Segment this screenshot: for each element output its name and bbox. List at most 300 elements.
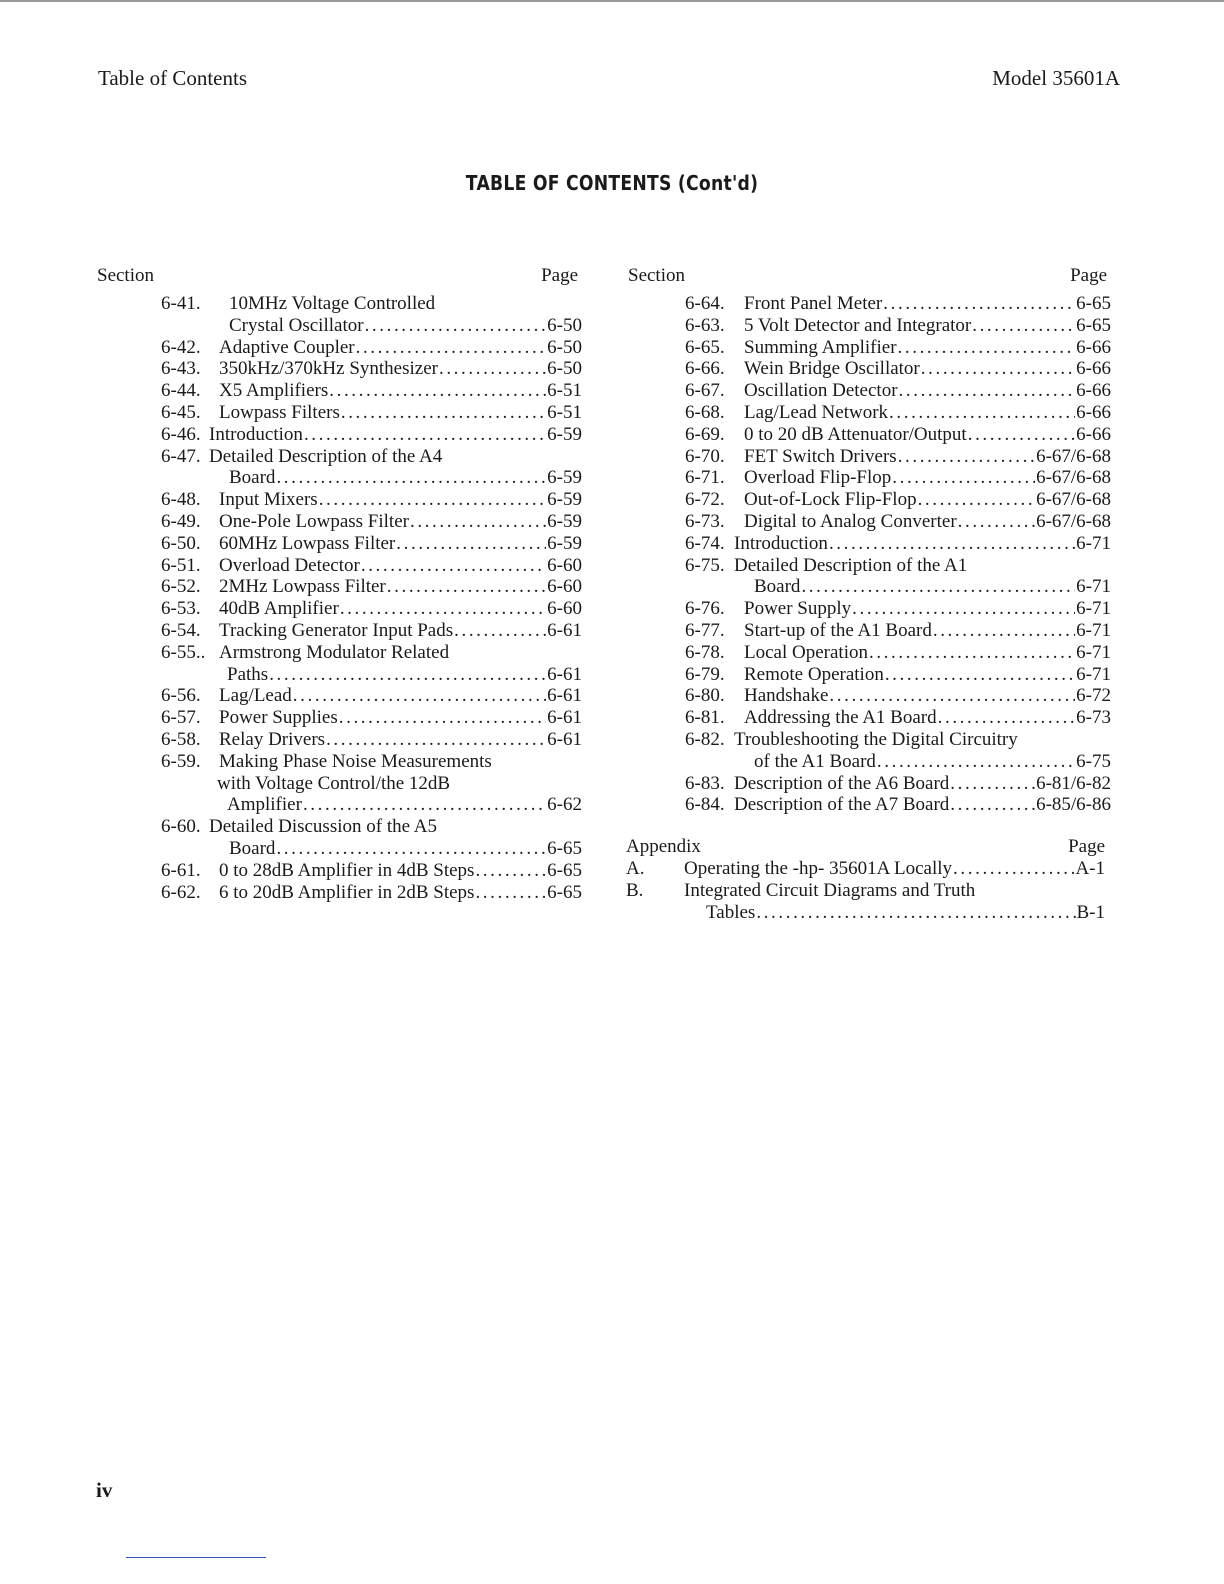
toc-entry	[97, 402, 582, 424]
toc-entry-line	[628, 511, 1111, 533]
toc-entry	[97, 642, 582, 686]
entry-number: 6-68.	[685, 401, 725, 423]
entry-page: 6-85/6-86	[1036, 794, 1111, 816]
underline-mark	[126, 1557, 266, 1558]
section-label: Section	[97, 265, 154, 286]
toc-entry-line-cont	[97, 816, 582, 838]
entry-number: 6-79.	[685, 663, 725, 685]
dot-leader	[898, 337, 1076, 359]
entry-number: 6-44.	[161, 380, 201, 402]
dot-leader	[303, 794, 546, 816]
dot-leader	[972, 315, 1075, 337]
toc-entry	[97, 816, 582, 860]
entry-number: 6-75.	[685, 554, 725, 576]
page-label: Page	[541, 265, 578, 286]
entry-number: 6-71.	[685, 467, 725, 489]
toc-entry-line	[97, 315, 582, 337]
toc-entry	[97, 489, 582, 511]
entry-title: Lag/Lead	[219, 685, 292, 707]
entry-title: Description of the A7 Board	[734, 794, 950, 816]
entry-title: 6 to 20dB Amplifier in 2dB Steps	[219, 881, 475, 903]
entry-page: 6-65	[547, 881, 582, 903]
dot-leader	[968, 424, 1075, 446]
toc-entry-line	[628, 707, 1111, 729]
dot-leader	[756, 902, 1075, 924]
entry-page: 6-67/6-68	[1036, 445, 1111, 467]
toc-entry-line	[97, 838, 582, 860]
dot-leader	[361, 555, 546, 577]
entry-page: 6-65	[547, 837, 582, 859]
toc-entry	[97, 860, 582, 882]
dot-leader	[829, 685, 1075, 707]
entry-page: 6-71	[1076, 576, 1111, 598]
toc-entry	[97, 337, 582, 359]
dot-leader	[454, 620, 546, 642]
toc-entry	[628, 729, 1111, 773]
toc-entry-line	[97, 358, 582, 380]
appendix-title: Operating the -hp- 35601A Locally	[684, 858, 953, 880]
dot-leader	[899, 380, 1076, 402]
entry-number: 6-50.	[161, 532, 201, 554]
toc-entry	[628, 402, 1111, 424]
entry-title: Making Phase Noise Measurements	[219, 750, 492, 772]
dot-leader	[921, 358, 1075, 380]
entry-number: 6-54.	[161, 619, 201, 641]
entry-page: 6-73	[1076, 707, 1111, 729]
appendix-letter: A.	[626, 858, 645, 880]
entry-page: 6-51	[547, 380, 582, 402]
entry-page: 6-60	[547, 598, 582, 620]
entry-title: Summing Amplifier	[744, 336, 897, 358]
entry-page: 6-50	[547, 336, 582, 358]
dot-leader	[869, 642, 1075, 664]
toc-entry-line	[628, 467, 1111, 489]
toc-entry-line	[97, 620, 582, 642]
toc-entry-line	[628, 794, 1111, 816]
dot-leader	[396, 533, 546, 555]
toc-entry	[628, 707, 1111, 729]
entry-page: 6-51	[547, 401, 582, 423]
entry-number: 6-74.	[685, 532, 725, 554]
toc-entry	[628, 467, 1111, 489]
entry-page: 6-65	[547, 859, 582, 881]
toc-entry	[628, 358, 1111, 380]
entry-number: 6-67.	[685, 380, 725, 402]
entry-title: Lag/Lead Network	[744, 401, 889, 423]
toc-entry-line	[97, 729, 582, 751]
dot-leader	[326, 729, 546, 751]
toc-entry	[628, 555, 1111, 599]
toc-entry-line	[628, 576, 1111, 598]
entry-page: 6-66	[1076, 358, 1111, 380]
entry-page: 6-71	[1076, 663, 1111, 685]
toc-right-column	[628, 265, 1111, 924]
dot-leader	[365, 315, 547, 337]
appendix-letter: B.	[626, 880, 644, 902]
toc-entry	[97, 380, 582, 402]
entry-page: 6-59	[547, 510, 582, 532]
entry-page: 6-65	[1076, 314, 1111, 336]
entry-number: 6-61.	[161, 859, 201, 881]
toc-entry	[628, 773, 1111, 795]
toc-entry	[97, 555, 582, 577]
entry-page: 6-65	[1076, 293, 1111, 314]
toc-entry-line	[628, 751, 1111, 773]
appendix-entries	[628, 858, 1111, 924]
toc-entry-line	[97, 511, 582, 533]
entry-title: Lowpass Filters	[219, 401, 340, 423]
toc-entry	[97, 751, 582, 816]
entry-number: 6-52.	[161, 576, 201, 598]
dot-leader	[304, 424, 546, 446]
entry-number: 6-53.	[161, 598, 201, 620]
toc-entry-line-cont	[97, 751, 582, 773]
toc-entry	[628, 794, 1111, 816]
entry-page: 6-62	[547, 794, 582, 816]
entry-page: 6-50	[547, 314, 582, 336]
entry-title: Addressing the A1 Board	[744, 707, 937, 729]
entry-title: Power Supply	[744, 598, 852, 620]
toc-entry	[628, 293, 1111, 315]
dot-leader	[356, 337, 547, 359]
entry-number: 6-81.	[685, 707, 725, 729]
dot-leader	[958, 511, 1035, 533]
dot-leader	[276, 838, 546, 860]
toc-entry	[97, 446, 582, 490]
toc-entry-line-cont	[97, 446, 582, 468]
entry-page: 6-59	[547, 489, 582, 511]
entry-number: 6-41.	[161, 293, 201, 314]
entry-number: 6-64.	[685, 293, 725, 314]
appendix-header	[628, 836, 1111, 858]
appendix-page-label: Page	[1068, 836, 1105, 858]
page-number: iv	[96, 1478, 113, 1502]
entry-title: Local Operation	[744, 641, 868, 663]
entry-page: 6-61	[547, 707, 582, 729]
toc-entry-line	[628, 446, 1111, 468]
entry-title: Tracking Generator Input Pads	[219, 619, 454, 641]
entry-title: One-Pole Lowpass Filter	[219, 510, 409, 532]
toc-entry-line	[628, 380, 1111, 402]
toc-entry-line-cont	[628, 729, 1111, 751]
dot-leader	[918, 489, 1035, 511]
toc-entry-line	[628, 685, 1111, 707]
toc-entry-line	[97, 555, 582, 577]
entry-page: 6-67/6-68	[1036, 489, 1111, 511]
appendix-title: Tables	[706, 902, 756, 924]
entry-page: 6-61	[547, 728, 582, 750]
dot-leader	[950, 794, 1035, 816]
entry-title: Power Supplies	[219, 707, 338, 729]
entry-page: 6-66	[1076, 336, 1111, 358]
entry-number: 6-49.	[161, 510, 201, 532]
toc-entry-line	[628, 337, 1111, 359]
dot-leader	[340, 598, 546, 620]
entry-page: 6-59	[547, 423, 582, 445]
entry-page: 6-59	[547, 467, 582, 489]
entry-title: Front Panel Meter	[744, 293, 883, 314]
entry-title: Out-of-Lock Flip-Flop	[744, 489, 917, 511]
entry-number: 6-63.	[685, 314, 725, 336]
toc-entry	[97, 533, 582, 555]
entry-title: Board	[229, 467, 276, 489]
entry-title: Troubleshooting the Digital Circuitry	[734, 728, 1018, 750]
entry-number: 6-77.	[685, 619, 725, 641]
entry-page: 6-72	[1076, 685, 1111, 707]
toc-entry	[628, 598, 1111, 620]
entry-number: 6-78.	[685, 641, 725, 663]
dot-leader	[938, 707, 1076, 729]
toc-entry-line	[628, 598, 1111, 620]
appendix-entry-line	[628, 858, 1111, 880]
entry-title: 350kHz/370kHz Synthesizer	[219, 358, 438, 380]
toc-entry-line	[97, 664, 582, 686]
entry-title: Board	[229, 837, 276, 859]
entry-title: Handshake	[744, 685, 829, 707]
dot-leader	[953, 858, 1074, 880]
dot-leader	[892, 467, 1035, 489]
entry-number: 6-58.	[161, 728, 201, 750]
top-rule	[0, 0, 1224, 2]
toc-entry-line-cont	[97, 293, 582, 315]
entry-number: 6-42.	[161, 336, 201, 358]
toc-entry	[628, 424, 1111, 446]
entry-number: 6-46.	[161, 423, 201, 445]
toc-entry	[97, 729, 582, 751]
page-label: Page	[1070, 265, 1107, 286]
dot-leader	[933, 620, 1075, 642]
entry-page: 6-66	[1076, 401, 1111, 423]
entry-number: 6-45.	[161, 401, 201, 423]
entry-title: 2MHz Lowpass Filter	[219, 576, 386, 598]
toc-entry	[628, 620, 1111, 642]
entry-title: 0 to 28dB Amplifier in 4dB Steps	[219, 859, 475, 881]
toc-entry	[628, 511, 1111, 533]
toc-right-entries	[628, 293, 1111, 816]
toc-entry-line	[97, 707, 582, 729]
dot-leader	[475, 860, 546, 882]
toc-entry	[628, 380, 1111, 402]
toc-entry-line	[97, 685, 582, 707]
entry-page: 6-66	[1076, 380, 1111, 402]
entry-title: Amplifier	[227, 794, 302, 816]
dot-leader	[898, 446, 1035, 468]
appendix-entry-line	[628, 902, 1111, 924]
entry-number: 6-70.	[685, 445, 725, 467]
toc-entry	[628, 664, 1111, 686]
toc-entry-line	[628, 358, 1111, 380]
toc-entry-line-cont	[628, 555, 1111, 577]
toc-entry	[97, 598, 582, 620]
dot-leader	[889, 402, 1075, 424]
toc-left-entries	[97, 293, 582, 903]
toc-left-header	[97, 265, 582, 293]
toc-entry	[97, 685, 582, 707]
entry-title: Armstrong Modulator Related	[219, 641, 450, 663]
entry-title: Remote Operation	[744, 663, 884, 685]
entry-title: Oscillation Detector	[744, 380, 898, 402]
toc-entry	[628, 685, 1111, 707]
dot-leader	[801, 576, 1075, 598]
page-title: TABLE OF CONTENTS (Cont'd)	[465, 171, 759, 195]
entry-title: Description of the A6 Board	[734, 772, 950, 794]
entry-page: 6-67/6-68	[1036, 510, 1111, 532]
entry-title: Adaptive Coupler	[219, 336, 355, 358]
entry-page: 6-71	[1076, 598, 1111, 620]
entry-page: 6-66	[1076, 423, 1111, 445]
entry-number: 6-47.	[161, 445, 201, 467]
toc-entry-line	[628, 293, 1111, 315]
running-header-left: Table of Contents	[98, 66, 247, 90]
entry-number: 6-83.	[685, 772, 725, 794]
appendix-label: Appendix	[626, 836, 701, 858]
toc-entry	[628, 642, 1111, 664]
entry-title: Detailed Description of the A4	[209, 445, 443, 467]
entry-title: 40dB Amplifier	[219, 598, 339, 620]
entry-title: of the A1 Board	[754, 750, 876, 772]
entry-title: Overload Flip-Flop	[744, 467, 892, 489]
entry-page: 6-61	[547, 685, 582, 707]
dot-leader	[269, 664, 546, 686]
entry-title: Detailed Description of the A1	[734, 554, 968, 576]
entry-number: 6-76.	[685, 598, 725, 620]
dot-leader	[475, 882, 546, 904]
toc-entry	[97, 620, 582, 642]
toc-entry-line	[97, 598, 582, 620]
toc-entry	[628, 489, 1111, 511]
toc-entry-line	[97, 424, 582, 446]
entry-title: Digital to Analog Converter	[744, 510, 957, 532]
appendix-entry-line	[628, 880, 1111, 902]
entry-page: 6-71	[1076, 619, 1111, 641]
dot-leader	[885, 664, 1075, 686]
entry-title: Board	[754, 576, 801, 598]
toc-entry-line	[97, 860, 582, 882]
toc-entry	[97, 511, 582, 533]
toc-entry-line	[97, 882, 582, 904]
toc-left-column	[97, 265, 582, 903]
entry-title: 60MHz Lowpass Filter	[219, 532, 396, 554]
entry-title: Paths	[227, 663, 269, 685]
toc-entry-line	[628, 533, 1111, 555]
entry-title: 5 Volt Detector and Integrator	[744, 314, 972, 336]
entry-number: 6-65.	[685, 336, 725, 358]
toc-entry	[628, 337, 1111, 359]
entry-number: 6-57.	[161, 707, 201, 729]
entry-page: 6-75	[1076, 750, 1111, 772]
entry-number: 6-51.	[161, 554, 201, 576]
toc-entry	[97, 293, 582, 337]
entry-number: 6-56.	[161, 685, 201, 707]
dot-leader	[950, 773, 1035, 795]
entry-title: 10MHz Voltage Controlled	[229, 293, 436, 314]
entry-page: 6-71	[1076, 641, 1111, 663]
toc-entry	[628, 446, 1111, 468]
toc-entry-line-cont	[97, 642, 582, 664]
toc-entry-line	[97, 337, 582, 359]
toc-entry-line	[628, 664, 1111, 686]
entry-title: X5 Amplifiers	[219, 380, 329, 402]
entry-title: Wein Bridge Oscillator	[744, 358, 920, 380]
toc-entry	[97, 576, 582, 598]
entry-title: Crystal Oscillator	[229, 314, 364, 336]
toc-entry-line	[628, 642, 1111, 664]
toc-entry-line	[628, 315, 1111, 337]
toc-entry	[97, 424, 582, 446]
entry-page: 6-81/6-82	[1036, 772, 1111, 794]
entry-page: 6-71	[1076, 532, 1111, 554]
toc-entry-line	[628, 402, 1111, 424]
entry-title: Introduction	[734, 532, 828, 554]
entry-number: 6-48.	[161, 489, 201, 511]
entry-page: 6-67/6-68	[1036, 467, 1111, 489]
dot-leader	[852, 598, 1075, 620]
entry-title: Introduction	[209, 423, 303, 445]
toc-right-header	[628, 265, 1111, 293]
dot-leader	[329, 380, 546, 402]
entry-number: 6-69.	[685, 423, 725, 445]
dot-leader	[877, 751, 1075, 773]
entry-page: 6-61	[547, 663, 582, 685]
dot-leader	[319, 489, 546, 511]
dot-leader	[410, 511, 546, 533]
toc-entry-line	[97, 380, 582, 402]
appendix-page: B-1	[1076, 902, 1105, 924]
entry-page: 6-60	[547, 554, 582, 576]
entry-title: FET Switch Drivers	[744, 445, 897, 467]
entry-title: 0 to 20 dB Attenuator/Output	[744, 423, 967, 445]
entry-title: with Voltage Control/the 12dB	[217, 772, 451, 794]
toc-entry-line	[97, 576, 582, 598]
toc-entry	[97, 707, 582, 729]
entry-number: 6-72.	[685, 489, 725, 511]
dot-leader	[276, 467, 546, 489]
dot-leader	[339, 707, 546, 729]
entry-page: 6-59	[547, 532, 582, 554]
dot-leader	[439, 358, 546, 380]
entry-number: 6-73.	[685, 510, 725, 532]
toc-entry-line	[628, 773, 1111, 795]
dot-leader	[883, 293, 1075, 315]
entry-title: Start-up of the A1 Board	[744, 619, 932, 641]
toc-entry	[97, 882, 582, 904]
toc-entry-line	[97, 794, 582, 816]
entry-number: 6-66.	[685, 358, 725, 380]
toc-entry	[628, 533, 1111, 555]
entry-number: 6-80.	[685, 685, 725, 707]
running-header-right: Model 35601A	[992, 66, 1120, 90]
entry-title: Input Mixers	[219, 489, 318, 511]
entry-page: 6-50	[547, 358, 582, 380]
appendix-title: Integrated Circuit Diagrams and Truth	[684, 880, 976, 902]
entry-title: Detailed Discussion of the A5	[209, 816, 437, 838]
toc-entry-line	[628, 489, 1111, 511]
toc-entry-line	[628, 424, 1111, 446]
entry-number: 6-55..	[161, 641, 206, 663]
toc-entry-line	[97, 489, 582, 511]
dot-leader	[341, 402, 546, 424]
appendix-page: A-1	[1075, 858, 1105, 880]
dot-leader	[293, 685, 546, 707]
entry-number: 6-62.	[161, 881, 201, 903]
toc-entry	[97, 358, 582, 380]
dot-leader	[387, 576, 546, 598]
entry-number: 6-60.	[161, 816, 201, 838]
toc-entry-line-cont	[97, 773, 582, 795]
entry-title: Relay Drivers	[219, 728, 326, 750]
toc-entry-line	[97, 533, 582, 555]
entry-title: Overload Detector	[219, 554, 360, 576]
